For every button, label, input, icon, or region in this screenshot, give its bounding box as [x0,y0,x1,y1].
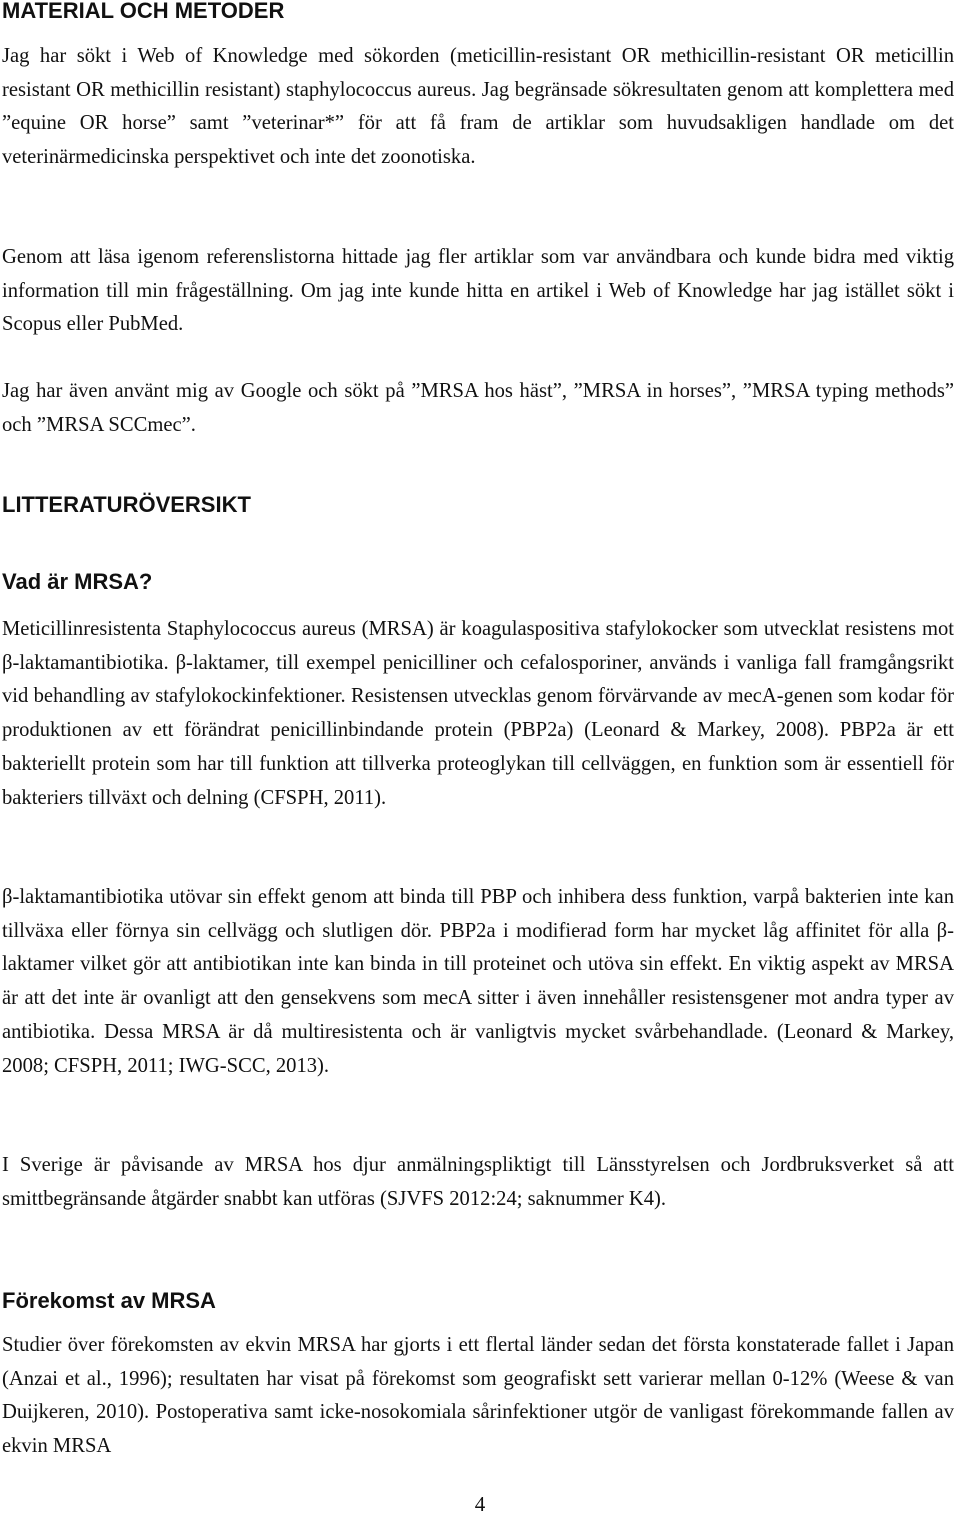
paragraph-reference-lists: Genom att läsa igenom referenslistorna hittade jag fler artiklar som var användbara och kunde bidra med viktig information till min frågeställning. Om jag inte kunde hitta en artikel i Web of Knowledge har jag istället sökt i Scopus eller PubMed. [2,246,954,336]
paragraph-mrsa-definition: Meticillinresistenta Staphylococcus aureus (MRSA) är koagulaspositiva stafylokocker som utvecklat resistens mot β-laktamantibiotika. β-laktamer, till exempel penicilliner och cefalosporiner, används i vanliga fall framgångsrikt vid behandling av stafylokockinfektioner. Resistensen utvecklas genom förvärvande av mecA-genen som kodar för produktionen av ett förändrat penicillinbindande protein (PBP2a) (Leonard & Markey, 2008). PBP2a är ett bakteriellt protein som har till funktion att tillverka proteoglykan till cellväggen, en funktion som är essentiell för bakteriers tillväxt och delning (CFSPH, 2011). [2,618,954,809]
heading-litteraturoversikt: LITTERATURÖVERSIKT [2,492,251,517]
page-number: 4 [474,1492,486,1516]
paragraph-sweden-notification: I Sverige är påvisande av MRSA hos djur anmälningspliktigt till Länsstyrelsen och Jordbruksverket så att smittbegränsande åtgärder snabbt kan utföras (SJVFS 2012:24; saknummer K4). [2,1154,954,1210]
heading-vad-ar-mrsa: Vad är MRSA? [2,569,153,594]
heading-forekomst-av-mrsa: Förekomst av MRSA [2,1288,216,1313]
heading-material-och-metoder: MATERIAL OCH METODER [2,0,285,23]
paragraph-prevalence: Studier över förekomsten av ekvin MRSA har gjorts i ett flertal länder sedan det första konstaterade fallet i Japan (Anzai et al., 1996); resultaten har visat på förekomst som geografiskt sett varierar mellan 0-12% (Weese & van Duijkeren, 2010). Postoperativa samt icke-nosokomiala sårinfektioner utgör de vanligast förekommande fallen av ekvin MRSA [2,1334,954,1458]
paragraph-search-method: Jag har sökt i Web of Knowledge med sökorden (meticillin-resistant OR methicillin-resistant OR meticillin resistant OR methicillin resistant) staphylococcus aureus. Jag begränsade sökresultaten genom att komplettera med ”equine OR horse” samt ”veterinar*” för att få fram de artiklar som huvudsakligen handlade om det veterinärmedicinska perspektivet och inte det zoonotiska. [2,45,954,169]
paragraph-google-search: Jag har även använt mig av Google och sökt på ”MRSA hos häst”, ”MRSA in horses”, ”MRSA typing methods” och ”MRSA SCCmec”. [2,380,954,436]
paragraph-beta-lactam-mechanism: β-laktamantibiotika utövar sin effekt genom att binda till PBP och inhibera dess funktion, varpå bakterien inte kan tillväxa eller förnya sin cellvägg och slutligen dör. PBP2a i modifierad form har mycket låg affinitet för alla β-laktamer vilket gör att antibiotikan inte kan binda in till proteinet och utöva sin effekt. En viktig aspekt av MRSA är att det inte är ovanligt att den gensekvens som mecA sitter i även innehåller resistensgener mot andra typer av antibiotika. Dessa MRSA är då multiresistenta och är vanligtvis mycket svårbehandlade. (Leonard & Markey, 2008; CFSPH, 2011; IWG-SCC, 2013). [2,886,954,1077]
